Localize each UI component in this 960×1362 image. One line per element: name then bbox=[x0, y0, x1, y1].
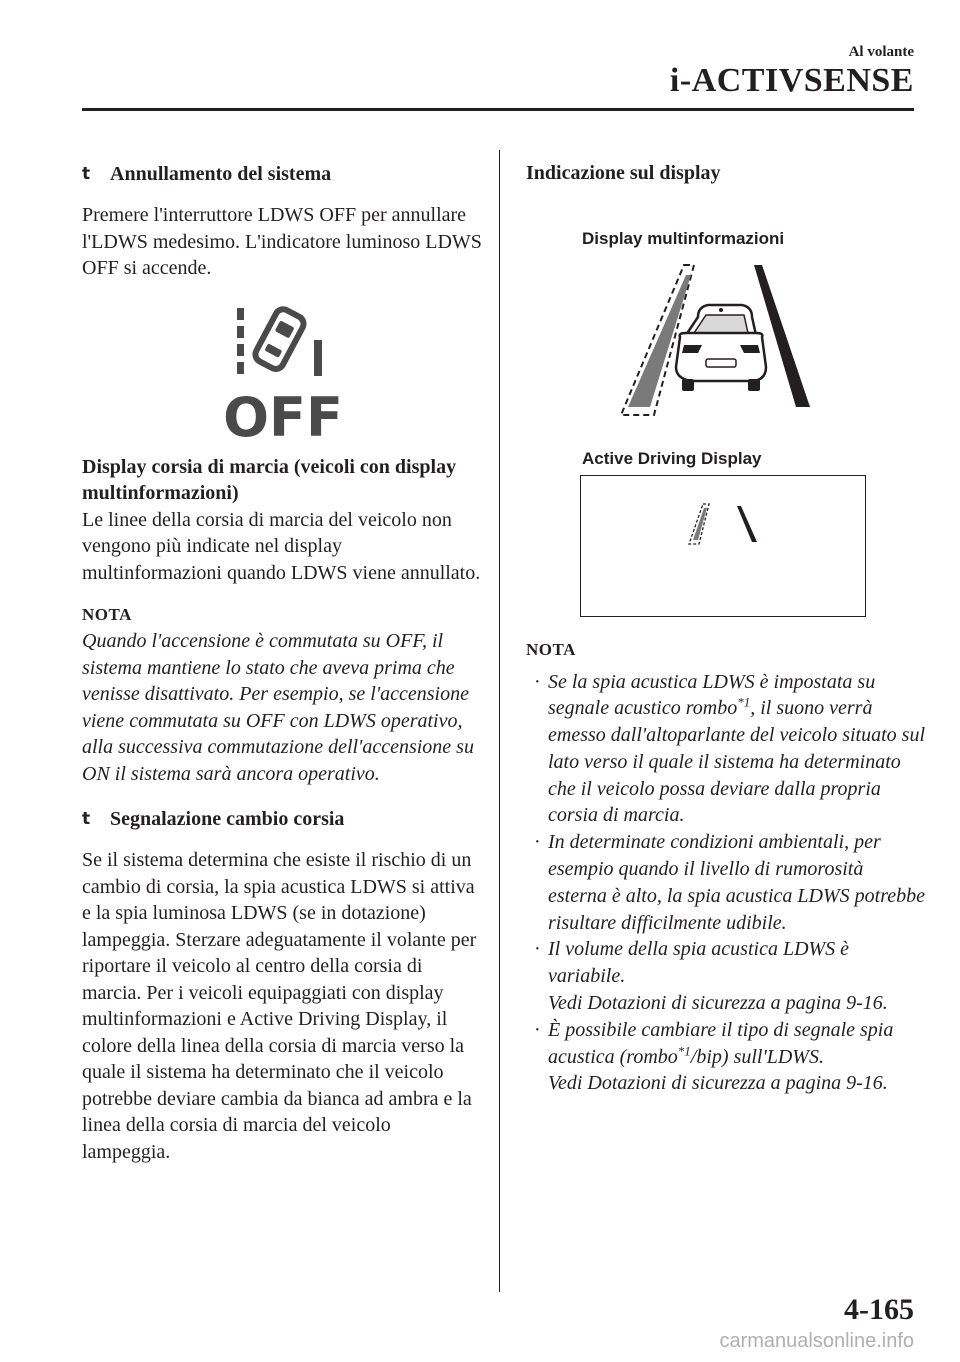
list-bullet-icon: · bbox=[534, 1018, 541, 1041]
page-number: 4-165 bbox=[844, 1293, 914, 1326]
nota-list bbox=[526, 669, 926, 1098]
cross-reference: Vedi Dotazioni di sicurezza a pagina 9-16. bbox=[548, 1072, 888, 1095]
active-driving-display-illustration bbox=[581, 476, 865, 616]
nota-item: · In determinate condizioni ambientali, per esempio quando il livello di rumorosità esterna è alto, la spia acustica LDWS potrebbe risultare difficilmente udibile. bbox=[534, 831, 925, 934]
nota-label: NOTA bbox=[82, 605, 132, 624]
active-driving-display-frame bbox=[580, 475, 866, 617]
list-bullet-icon: · bbox=[534, 670, 541, 693]
running-header-section: Al volante bbox=[848, 44, 914, 60]
off-icon-text: OFF bbox=[223, 385, 343, 440]
right-column bbox=[526, 160, 926, 1097]
list-bullet-icon: · bbox=[534, 938, 541, 961]
subheading-display-corsia: Display corsia di marcia (veicoli con display multinformazioni) bbox=[82, 455, 457, 504]
multinfo-display-illustration bbox=[526, 255, 926, 425]
figure-caption-multinfo: Display multinformazioni bbox=[582, 228, 785, 248]
figure-caption-active-driving: Active Driving Display bbox=[582, 448, 762, 468]
header-rule bbox=[82, 108, 914, 111]
section-heading-segnalazione bbox=[82, 805, 482, 833]
ldws-off-indicator-icon bbox=[222, 300, 344, 440]
list-bullet-icon: · bbox=[534, 831, 541, 854]
section-heading-annullamento bbox=[82, 160, 482, 188]
nota-item: · Se la spia acustica LDWS è impostata su segnale acustico rombo$^{*1}$, il suono verrà emesso dall'altoparlante del veicolo situato sul lato verso il quale il sistema ha determinato che il veicolo possa deviare dalla propria corsia di marcia. bbox=[534, 670, 926, 827]
car-rear-icon bbox=[676, 305, 766, 391]
section-title-indicazione: Indicazione sul display bbox=[526, 162, 721, 184]
column-divider bbox=[499, 150, 500, 1292]
watermark: carmanualsonline.info bbox=[719, 1330, 914, 1352]
paragraph-display-corsia: Le linee della corsia di marcia del veicolo non vengono più indicate nel display multinformazioni quando LDWS viene annullato. bbox=[82, 508, 481, 584]
paragraph-segnalazione: Se il sistema determina che esiste il rischio di un cambio di corsia, la spia acustica LDWS si attiva e la spia luminosa LDWS (se in dotazione) lampeggia. Sterzare adeguatamente il volante per riportare il veicolo al centro della corsia di marcia. Per i veicoli equipaggiati con display multinformazioni e Active Driving Display, il colore della linea della corsia di marcia verso la quale il sistema ha determinato che il veicolo potrebbe deviare cambia da bianca ad ambra e la linea della corsia di marcia del veicolo lampeggia. bbox=[82, 849, 477, 1163]
nota-item: · Il volume della spia acustica LDWS è variabile. Vedi Dotazioni di sicurezza a pagina 9-16. bbox=[534, 938, 888, 1015]
section-title: Segnalazione cambio corsia bbox=[110, 808, 345, 830]
nota-text: Quando l'accensione è commutata su OFF, il sistema mantiene lo stato che aveva prima che venisse disattivato. Per esempio, se l'accensione viene commutata su OFF con LDWS operativo, alla successiva commutazione dell'accensione su ON il sistema sarà ancora operativo. bbox=[82, 630, 474, 785]
running-header-title: i-ACTIVSENSE bbox=[669, 62, 914, 99]
nota-item: · È possibile cambiare il tipo di segnale spia acustica (rombo$^{*1}$/bip) sull'LDWS. Vedi Dotazioni di sicurezza a pagina 9-16. bbox=[534, 1018, 894, 1095]
cross-reference: Vedi Dotazioni di sicurezza a pagina 9-16. bbox=[548, 992, 888, 1015]
section-title: Annullamento del sistema bbox=[110, 163, 332, 185]
section-bullet-icon: t bbox=[82, 164, 91, 184]
nota-label: NOTA bbox=[526, 639, 576, 659]
section-bullet-icon: t bbox=[82, 809, 91, 829]
left-column bbox=[82, 160, 482, 1165]
paragraph-annullamento: Premere l'interruttore LDWS OFF per annullare l'LDWS medesimo. L'indicatore luminoso LDWS OFF si accende. bbox=[82, 204, 482, 279]
